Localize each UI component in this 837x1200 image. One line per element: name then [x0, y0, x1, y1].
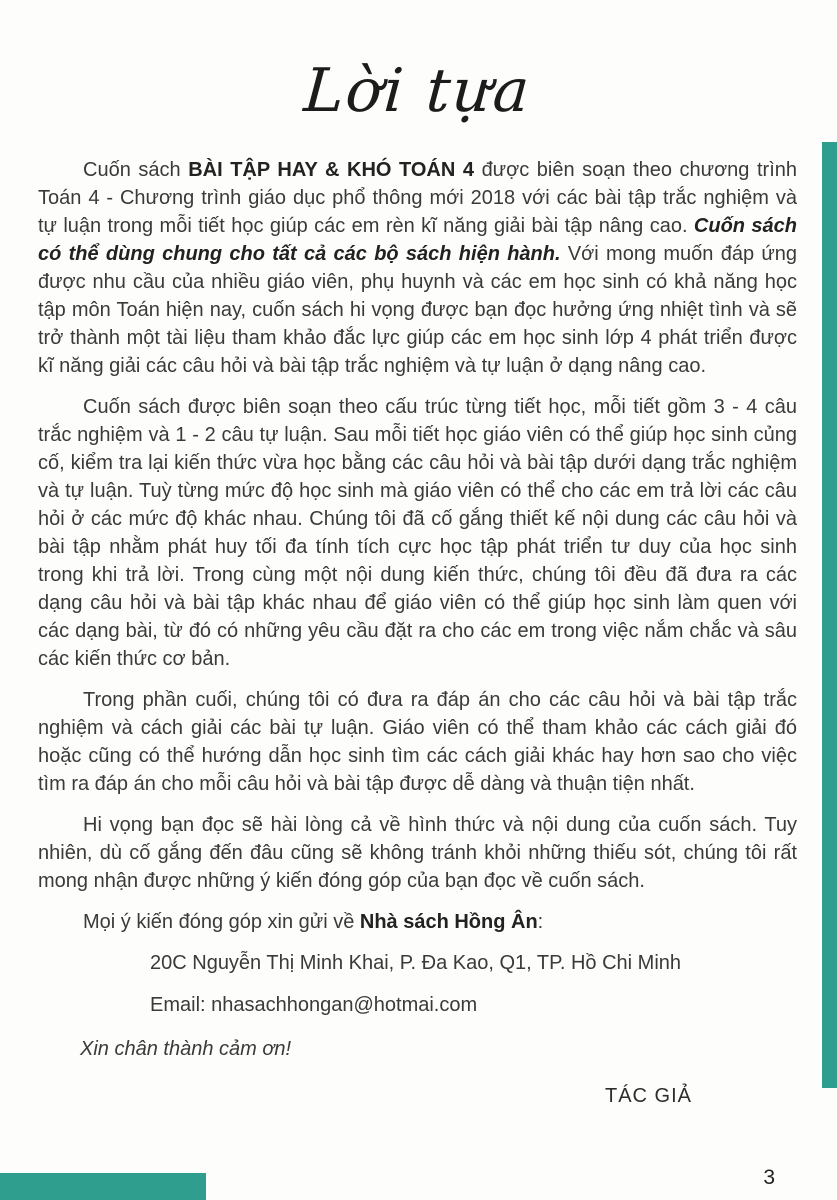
preface-paragraph-4: Hi vọng bạn đọc sẽ hài lòng cả về hình thức và nội dung của cuốn sách. Tuy nhiên, dù cố gắng đến đâu cũng sẽ không tránh khỏi những thiếu sót, chúng tôi rất mong nhận được những ý kiến đóng góp của bạn đọc về cuốn sách. [38, 814, 797, 892]
paragraph-text: Cuốn sách [83, 159, 189, 181]
thanks-line: Xin chân thành cảm ơn! [80, 1038, 292, 1060]
preface-paragraph-5 [38, 908, 797, 936]
publisher-email: Email: nhasachhongan@hotmai.com [150, 994, 478, 1016]
paragraph-text: Mọi ý kiến đóng góp xin gửi về [83, 911, 360, 933]
book-title-bold: BÀI TẬP HAY & KHÓ TOÁN 4 [188, 159, 474, 181]
author-signature: TÁC GIẢ [604, 1085, 692, 1107]
publisher-name-bold: Nhà sách Hồng Ân [359, 911, 538, 933]
page-number: 3 [763, 1166, 775, 1189]
emphasis-bold-italic: Cuốn sách có thể dùng chung cho tất cả các bộ sách hiện hành. [38, 215, 797, 265]
preface-paragraph-3: Trong phần cuối, chúng tôi có đưa ra đáp án cho các câu hỏi và bài tập trắc nghiệm và cách giải các bài tự luận. Giáo viên có thể tham khảo các cách giải đó hoặc cũng có thể hướng dẫn học sinh tìm các cách giải khác hay hơn sao cho việc tìm ra đáp án cho mỗi câu hỏi và bài tập được dễ dàng và thuận tiện nhất. [38, 689, 797, 795]
preface-title: Lời tựa [301, 56, 534, 126]
paragraph-text: : [537, 911, 544, 933]
preface-paragraph-1 [38, 156, 797, 380]
bottom-left-accent-bar [0, 1173, 206, 1200]
paragraph-text: Với mong muốn đáp ứng được nhu cầu của nhiều giáo viên, phụ huynh và các em học sinh có khả năng học tập môn Toán hiện nay, cuốn sách hi vọng được bạn đọc hưởng ứng nhiệt tình và sẽ trở thành một tài liệu tham khảo đắc lực giúp các em học sinh lớp 4 phát triển được kĩ năng giải các câu hỏi và bài tập trắc nghiệm và tự luận ở dạng nâng cao. [38, 243, 797, 377]
preface-paragraph-2: Cuốn sách được biên soạn theo cấu trúc từng tiết học, mỗi tiết gồm 3 - 4 câu trắc nghiệm và 1 - 2 câu tự luận. Sau mỗi tiết học giáo viên có thể giúp học sinh củng cố, kiểm tra lại kiến thức vừa học bằng các câu hỏi và bài tập dưới dạng trắc nghiệm và tự luận. Tuỳ từng mức độ học sinh mà giáo viên có thể cho các em trả lời các câu hỏi ở các mức độ khác nhau. Chúng tôi đã cố gắng thiết kế nội dung các câu hỏi và bài tập nhằm phát huy tối đa tính tích cực học tập phát triển tư duy của học sinh trong khi trả lời. Trong cùng một nội dung kiến thức, chúng tôi đều đã đưa ra các dạng câu hỏi và bài tập khác nhau để giáo viên có thể giúp học sinh làm quen với các dạng bài, từ đó có những yêu cầu đặt ra cho các em trong việc nắm chắc và sâu các kiến thức cơ bản. [38, 396, 797, 670]
publisher-address: 20C Nguyễn Thị Minh Khai, P. Đa Kao, Q1, TP. Hồ Chi Minh [150, 952, 682, 974]
paragraph-text: được biên soạn theo chương trình Toán 4 - Chương trình giáo dục phổ thông mới 2018 với các bài tập trắc nghiệm và tự luận trong mỗi tiết học giúp các em rèn kĩ năng giải bài tập nâng cao. [38, 159, 798, 237]
